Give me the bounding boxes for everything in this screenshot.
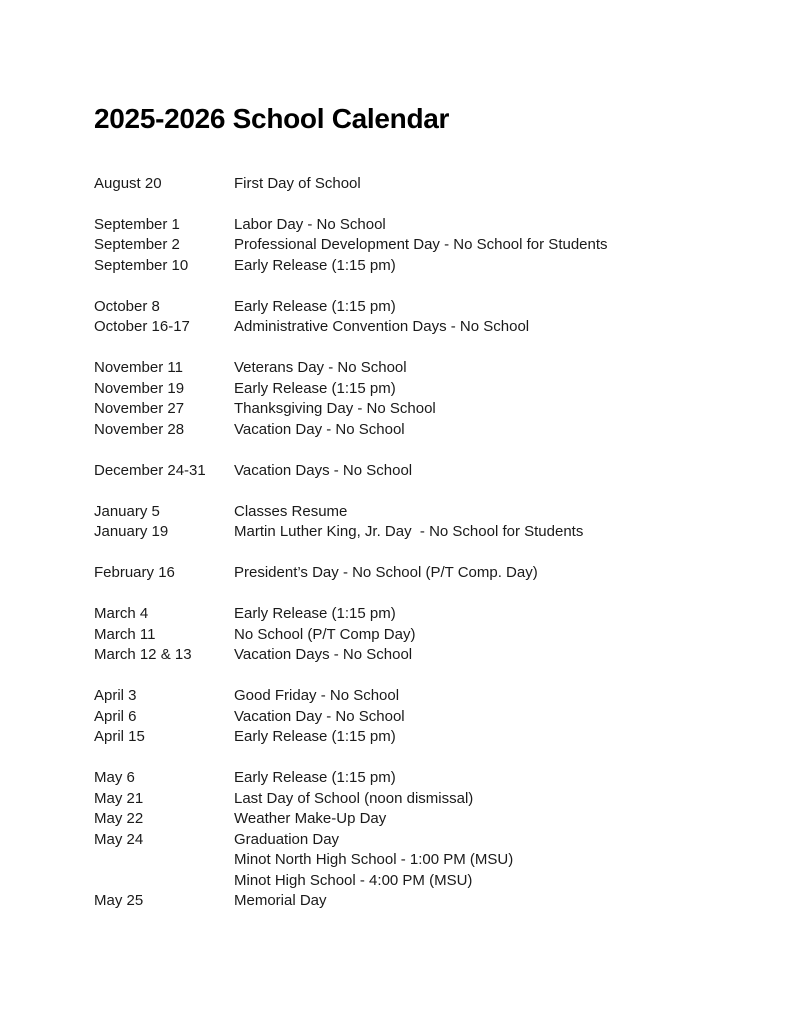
event-date: May 21 bbox=[94, 789, 144, 807]
calendar-row bbox=[94, 891, 751, 912]
calendar-row bbox=[94, 358, 751, 379]
calendar-row bbox=[94, 645, 751, 666]
event-description: Vacation Days - No School bbox=[234, 461, 413, 479]
event-description: Vacation Day - No School bbox=[234, 707, 405, 725]
event-description: Weather Make-Up Day bbox=[234, 810, 387, 828]
calendar-row bbox=[94, 871, 751, 892]
calendar-group bbox=[94, 604, 751, 666]
event-date: March 12 & 13 bbox=[94, 646, 192, 664]
calendar-group bbox=[94, 502, 751, 543]
calendar-row bbox=[94, 625, 751, 646]
calendar-row bbox=[94, 379, 751, 400]
event-description: President’s Day - No School (P/T Comp. Day) bbox=[234, 564, 538, 582]
event-date: May 22 bbox=[94, 810, 144, 828]
calendar-group bbox=[94, 461, 751, 482]
calendar-row bbox=[94, 789, 751, 810]
event-date: November 28 bbox=[94, 420, 185, 438]
event-description: Early Release (1:15 pm) bbox=[234, 728, 396, 746]
event-date: February 16 bbox=[94, 564, 175, 582]
event-description: Early Release (1:15 pm) bbox=[234, 769, 396, 787]
event-date: October 8 bbox=[94, 297, 160, 315]
event-date: September 1 bbox=[94, 215, 180, 233]
event-date: May 25 bbox=[94, 892, 144, 910]
calendar-group bbox=[94, 358, 751, 440]
event-description: Labor Day - No School bbox=[234, 215, 386, 233]
event-description: Memorial Day bbox=[234, 892, 327, 910]
calendar-row bbox=[94, 522, 751, 543]
calendar-group bbox=[94, 686, 751, 748]
calendar-row bbox=[94, 563, 751, 584]
event-date: November 27 bbox=[94, 400, 185, 418]
event-description: Early Release (1:15 pm) bbox=[234, 379, 396, 397]
calendar-row bbox=[94, 317, 751, 338]
calendar-row bbox=[94, 461, 751, 482]
calendar-row bbox=[94, 256, 751, 277]
event-date: May 6 bbox=[94, 769, 135, 787]
event-date: April 3 bbox=[94, 687, 137, 705]
calendar-row bbox=[94, 809, 751, 830]
calendar-group bbox=[94, 174, 751, 195]
event-description: First Day of School bbox=[234, 174, 361, 192]
event-description: Graduation Day bbox=[234, 830, 340, 848]
event-description: Vacation Days - No School bbox=[234, 646, 413, 664]
calendar-row bbox=[94, 502, 751, 523]
calendar-row bbox=[94, 235, 751, 256]
event-description: No School (P/T Comp Day) bbox=[234, 625, 416, 643]
calendar-row bbox=[94, 604, 751, 625]
event-date: March 11 bbox=[94, 625, 156, 643]
event-date: April 15 bbox=[94, 728, 145, 746]
event-description: Martin Luther King, Jr. Day - No School for Students bbox=[234, 523, 584, 541]
calendar-row bbox=[94, 174, 751, 195]
event-date: November 19 bbox=[94, 379, 185, 397]
calendar-row bbox=[94, 850, 751, 871]
calendar-row bbox=[94, 727, 751, 748]
calendar-row bbox=[94, 215, 751, 236]
page-title: 2025-2026 School Calendar bbox=[94, 103, 450, 134]
calendar-row bbox=[94, 768, 751, 789]
calendar-group bbox=[94, 297, 751, 338]
event-date: April 6 bbox=[94, 707, 137, 725]
calendar-row bbox=[94, 399, 751, 420]
event-date: September 2 bbox=[94, 236, 180, 254]
event-description: Early Release (1:15 pm) bbox=[234, 297, 396, 315]
calendar-group bbox=[94, 215, 751, 277]
event-description: Thanksgiving Day - No School bbox=[234, 400, 436, 418]
event-description: Good Friday - No School bbox=[234, 687, 400, 705]
calendar-row bbox=[94, 686, 751, 707]
event-description: Early Release (1:15 pm) bbox=[234, 605, 396, 623]
event-date: May 24 bbox=[94, 830, 144, 848]
calendar-row bbox=[94, 420, 751, 441]
calendar-row bbox=[94, 830, 751, 851]
event-date: January 5 bbox=[94, 502, 160, 520]
event-description: Minot High School - 4:00 PM (MSU) bbox=[234, 871, 473, 889]
event-description: Classes Resume bbox=[234, 502, 348, 520]
event-description: Last Day of School (noon dismissal) bbox=[234, 789, 474, 807]
calendar-row bbox=[94, 707, 751, 728]
event-description: Veterans Day - No School bbox=[234, 359, 407, 377]
calendar-list bbox=[94, 174, 751, 912]
calendar-row bbox=[94, 297, 751, 318]
calendar-group bbox=[94, 563, 751, 584]
event-description: Early Release (1:15 pm) bbox=[234, 256, 396, 274]
event-date: March 4 bbox=[94, 605, 149, 623]
event-description: Professional Development Day - No School for Students bbox=[234, 236, 608, 254]
event-description: Vacation Day - No School bbox=[234, 420, 405, 438]
event-date: October 16-17 bbox=[94, 318, 190, 336]
event-date: November 11 bbox=[94, 359, 183, 377]
event-description: Minot North High School - 1:00 PM (MSU) bbox=[234, 851, 514, 869]
event-date: January 19 bbox=[94, 523, 169, 541]
event-date: December 24-31 bbox=[94, 461, 206, 479]
event-date: August 20 bbox=[94, 174, 162, 192]
calendar-group bbox=[94, 768, 751, 912]
event-description: Administrative Convention Days - No School bbox=[234, 318, 530, 336]
event-date: September 10 bbox=[94, 256, 189, 274]
